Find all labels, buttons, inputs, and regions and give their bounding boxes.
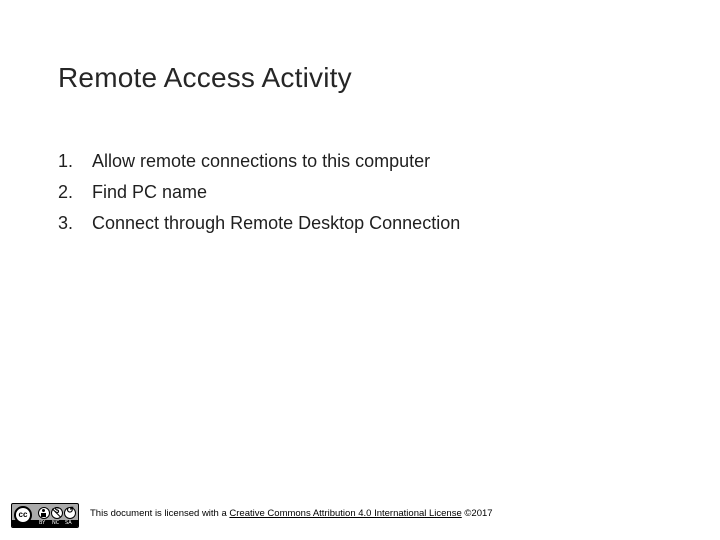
cc-license-badge-icon[interactable] <box>11 503 79 528</box>
attribution-icon <box>38 507 50 519</box>
cc-icon: cc <box>14 506 32 524</box>
license-statement <box>90 508 493 519</box>
badge-nc-label: NC <box>52 520 60 526</box>
list-item <box>58 146 460 177</box>
sharealike-icon <box>64 507 76 519</box>
copyright-text: ©2017 <box>461 508 493 519</box>
license-footer <box>11 503 711 529</box>
step-number: 1. <box>58 151 74 171</box>
slide-title: Remote Access Activity <box>58 62 352 93</box>
badge-sa-label: SA <box>65 520 72 526</box>
license-link[interactable]: Creative Commons Attribution 4.0 International License <box>229 508 462 519</box>
step-number: 2. <box>58 182 74 202</box>
step-text: Find PC name <box>92 182 208 202</box>
license-prefix: This document is licensed with a <box>90 508 230 519</box>
step-number: 3. <box>58 213 74 233</box>
noncommercial-icon <box>51 507 63 519</box>
steps-list <box>58 146 460 239</box>
list-item <box>58 177 460 208</box>
list-item <box>58 208 460 239</box>
step-text: Connect through Remote Desktop Connection <box>92 213 461 233</box>
step-text: Allow remote connections to this computer <box>92 151 431 171</box>
badge-by-label: BY <box>39 520 46 526</box>
